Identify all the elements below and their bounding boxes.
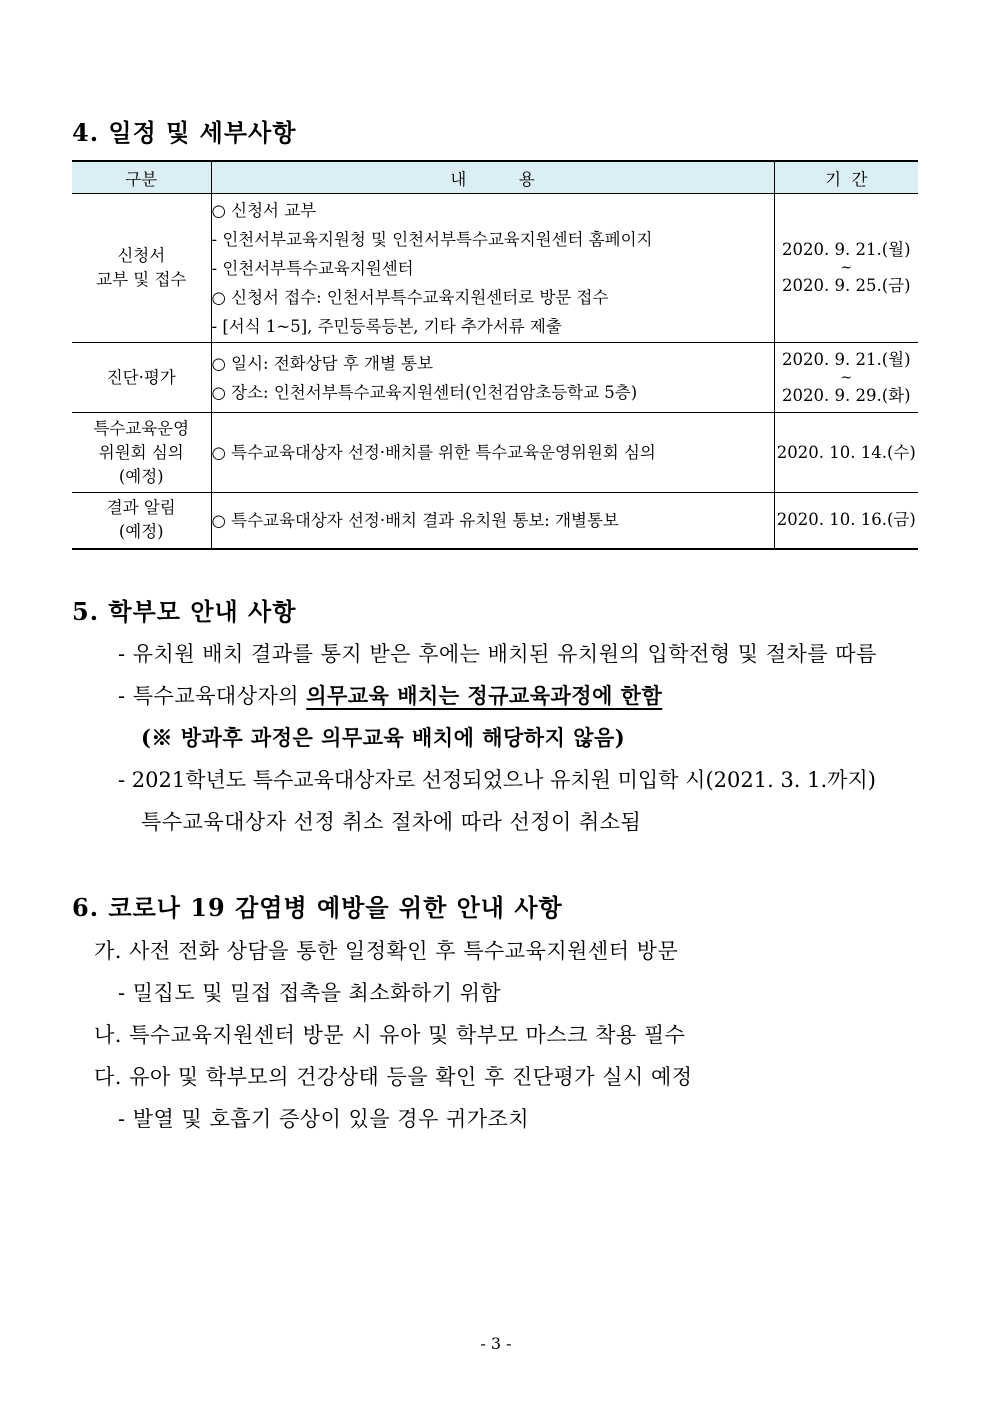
category-line: (예정) <box>118 522 164 542</box>
category-line: 교부 및 접수 <box>96 270 187 289</box>
content-line: ○ 특수교육대상자 선정·배치를 위한 특수교육운영위원회 심의 <box>211 443 656 462</box>
notice-line-2 <box>118 680 662 710</box>
notice-line-2-prefix: - 특수교육대상자의 <box>118 684 307 708</box>
content-line: ○ 일시: 전화상담 후 개별 통보 <box>211 353 434 373</box>
content-line: ○ 신청서 교부 <box>211 200 317 220</box>
notice-line-2-emphasis: 의무교육 배치는 정규교육과정에 한함 <box>306 683 663 708</box>
period-end: 2020. 9. 29.(화) <box>781 385 911 405</box>
table-header-row <box>72 161 918 194</box>
content-line: ○ 장소: 인천서부특수교육지원센터(인천검암초등학교 5층) <box>211 382 638 402</box>
row-category <box>72 343 211 413</box>
notice-line-4: - 2021학년도 특수교육대상자로 선정되었으나 유치원 미입학 시(2021. 3. 1.까지) <box>118 768 876 792</box>
table-row <box>72 343 918 413</box>
content-line: ○ 특수교육대상자 선정·배치 결과 유치원 통보: 개별통보 <box>211 510 619 530</box>
category-line: 결과 알림 <box>106 498 176 518</box>
category-line: 특수교육운영 <box>93 418 190 438</box>
covid-item-c-sub: - 발열 및 호흡기 증상이 있을 경우 귀가조치 <box>118 1107 530 1131</box>
row-period <box>774 493 918 549</box>
table-row <box>72 413 918 493</box>
section-4-title: 4. 일정 및 세부사항 <box>72 118 297 147</box>
category-line: (예정) <box>118 466 164 486</box>
row-period <box>774 413 918 493</box>
row-period <box>774 343 918 413</box>
page-number: - 3 - <box>480 1334 512 1353</box>
header-category: 구분 <box>72 161 211 194</box>
content-line: - 인천서부특수교육지원센터 <box>211 258 414 278</box>
period-end: 2020. 9. 25.(금) <box>781 276 911 295</box>
content-line: - 인천서부교육지원청 및 인천서부특수교육지원센터 홈페이지 <box>211 229 653 249</box>
row-category <box>72 413 211 493</box>
table-row <box>72 493 918 549</box>
header-period: 기 간 <box>774 161 918 194</box>
category-line: 위원회 심의 <box>98 442 184 462</box>
period-tilde: ~ <box>840 369 853 386</box>
notice-line-1: - 유치원 배치 결과를 통지 받은 후에는 배치된 유치원의 입학전형 및 절차를 따름 <box>118 642 877 666</box>
category-line: 진단·평가 <box>106 367 176 387</box>
period-date: 2020. 10. 16.(금) <box>776 510 916 530</box>
covid-item-a: 가. 사전 전화 상담을 통한 일정확인 후 특수교육지원센터 방문 <box>94 939 679 963</box>
schedule-table <box>72 160 918 550</box>
covid-item-a-sub: - 밀집도 및 밀접 접촉을 최소화하기 위함 <box>118 981 502 1005</box>
period-tilde: ~ <box>840 260 853 276</box>
notice-line-3: (※ 방과후 과정은 의무교육 배치에 해당하지 않음) <box>141 725 626 750</box>
category-line: 신청서 <box>117 246 166 265</box>
row-content <box>211 493 774 549</box>
row-content <box>211 343 774 413</box>
period-date: 2020. 10. 14.(수) <box>776 442 916 462</box>
row-period <box>774 194 918 343</box>
covid-item-b: 나. 특수교육지원센터 방문 시 유아 및 학부모 마스크 착용 필수 <box>94 1023 686 1047</box>
row-content <box>211 194 774 343</box>
period-start: 2020. 9. 21.(월) <box>781 240 911 259</box>
section-5-title: 5. 학부모 안내 사항 <box>72 597 297 626</box>
content-line: - [서식 1~5], 주민등록등본, 기타 추가서류 제출 <box>211 316 562 336</box>
period-start: 2020. 9. 21.(월) <box>781 349 911 369</box>
row-category <box>72 194 211 343</box>
notice-line-5: 특수교육대상자 선정 취소 절차에 따라 선정이 취소됨 <box>141 810 642 834</box>
content-line: ○ 신청서 접수: 인천서부특수교육지원센터로 방문 접수 <box>211 287 609 307</box>
header-content: 내 용 <box>211 161 774 194</box>
section-6-title: 6. 코로나 19 감염병 예방을 위한 안내 사항 <box>72 893 563 922</box>
table-row <box>72 194 918 343</box>
row-content <box>211 413 774 493</box>
covid-item-c: 다. 유아 및 학부모의 건강상태 등을 확인 후 진단평가 실시 예정 <box>94 1065 693 1089</box>
row-category <box>72 493 211 549</box>
